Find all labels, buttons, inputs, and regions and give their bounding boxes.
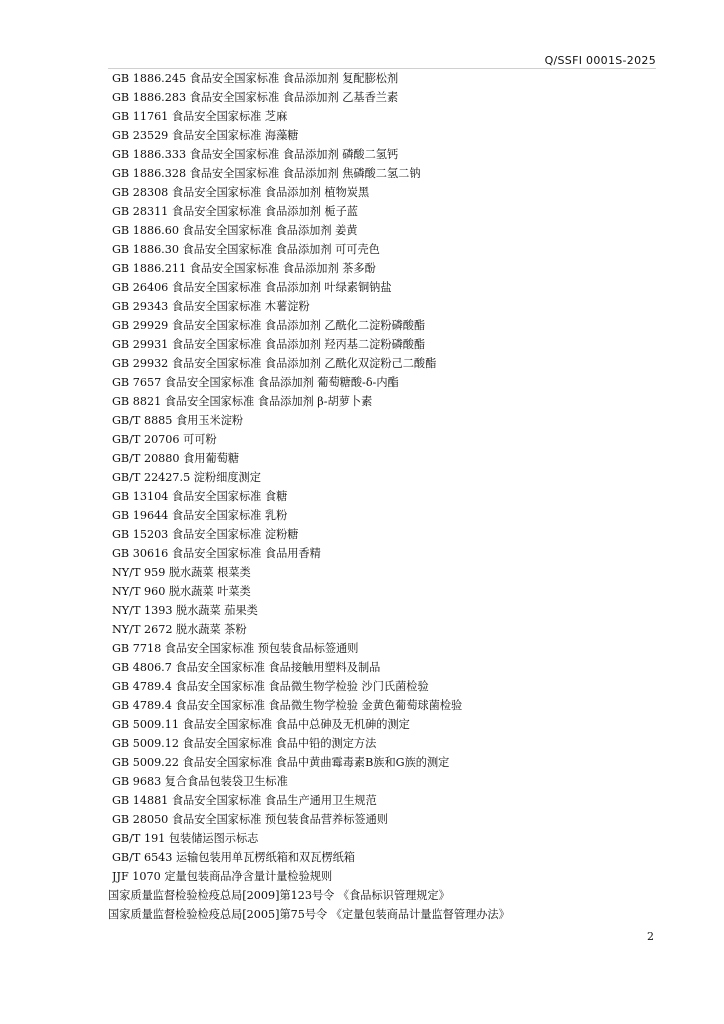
reference-item: GB 29932 食品安全国家标准 食品添加剂 乙酰化双淀粉己二酸酯 [112, 357, 437, 370]
reference-item: GB 14881 食品安全国家标准 食品生产通用卫生规范 [112, 794, 377, 807]
reference-item: GB 4806.7 食品安全国家标准 食品接触用塑料及制品 [112, 661, 381, 674]
reference-item: GB 1886.333 食品安全国家标准 食品添加剂 磷酸二氢钙 [112, 148, 399, 161]
reference-item: GB 30616 食品安全国家标准 食品用香精 [112, 547, 321, 560]
reference-item: GB 28311 食品安全国家标准 食品添加剂 栀子蓝 [112, 205, 358, 218]
reference-item: JJF 1070 定量包装商品净含量计量检验规则 [112, 870, 333, 883]
reference-item: GB 1886.60 食品安全国家标准 食品添加剂 姜黄 [112, 224, 358, 237]
reference-item: GB 1886.211 食品安全国家标准 食品添加剂 茶多酚 [112, 262, 376, 275]
reference-item: GB/T 22427.5 淀粉细度测定 [112, 471, 261, 484]
reference-standards-list [108, 69, 672, 924]
reference-item: GB 11761 食品安全国家标准 芝麻 [112, 110, 288, 123]
reference-item: GB/T 6543 运输包装用单瓦楞纸箱和双瓦楞纸箱 [112, 851, 355, 864]
reference-item: NY/T 2672 脱水蔬菜 茶粉 [112, 623, 247, 636]
reference-item: NY/T 959 脱水蔬菜 根菜类 [112, 566, 251, 579]
reference-item: GB 5009.12 食品安全国家标准 食品中铅的测定方法 [112, 737, 377, 750]
reference-item: GB 28050 食品安全国家标准 预包装食品营养标签通则 [112, 813, 388, 826]
reference-item: GB 5009.22 食品安全国家标准 食品中黄曲霉毒素B族和G族的测定 [112, 756, 450, 769]
reference-item: GB 23529 食品安全国家标准 海藻糖 [112, 129, 299, 142]
reference-item: GB 13104 食品安全国家标准 食糖 [112, 490, 288, 503]
regulation-item: 国家质量监督检验检疫总局[2005]第75号令 《定量包装商品计量监督管理办法》 [108, 908, 510, 921]
reference-item: NY/T 1393 脱水蔬菜 茄果类 [112, 604, 258, 617]
reference-item: GB/T 20880 食用葡萄糖 [112, 452, 240, 465]
reference-item: GB 28308 食品安全国家标准 食品添加剂 植物炭黑 [112, 186, 370, 199]
reference-item: GB/T 8885 食用玉米淀粉 [112, 414, 244, 427]
reference-item: GB 7657 食品安全国家标准 食品添加剂 葡萄糖酸-δ-内酯 [112, 376, 399, 389]
reference-item: GB 9683 复合食品包装袋卫生标准 [112, 775, 288, 788]
reference-item: GB 7718 食品安全国家标准 预包装食品标签通则 [112, 642, 359, 655]
reference-item: GB 4789.4 食品安全国家标准 食品微生物学检验 沙门氏菌检验 [112, 680, 429, 693]
reference-item: GB 15203 食品安全国家标准 淀粉糖 [112, 528, 299, 541]
reference-item: GB 5009.11 食品安全国家标准 食品中总砷及无机砷的测定 [112, 718, 410, 731]
reference-item: GB 1886.245 食品安全国家标准 食品添加剂 复配膨松剂 [112, 72, 399, 85]
reference-item: GB/T 20706 可可粉 [112, 433, 217, 446]
regulation-item: 国家质量监督检验检疫总局[2009]第123号令 《食品标识管理规定》 [108, 889, 450, 902]
reference-item: GB 19644 食品安全国家标准 乳粉 [112, 509, 288, 522]
reference-item: GB 29343 食品安全国家标准 木薯淀粉 [112, 300, 310, 313]
reference-item: GB 1886.328 食品安全国家标准 食品添加剂 焦磷酸二氢二钠 [112, 167, 421, 180]
reference-item: GB 4789.4 食品安全国家标准 食品微生物学检验 金黄色葡萄球菌检验 [112, 699, 463, 712]
reference-item: GB 29929 食品安全国家标准 食品添加剂 乙酰化二淀粉磷酸酯 [112, 319, 426, 332]
document-code: Q/SSFI 0001S-2025 [544, 54, 656, 67]
page-number: 2 [647, 930, 654, 943]
reference-item: GB 26406 食品安全国家标准 食品添加剂 叶绿素铜钠盐 [112, 281, 392, 294]
reference-item: NY/T 960 脱水蔬菜 叶菜类 [112, 585, 251, 598]
reference-item: GB 1886.283 食品安全国家标准 食品添加剂 乙基香兰素 [112, 91, 399, 104]
reference-item: GB 29931 食品安全国家标准 食品添加剂 羟丙基二淀粉磷酸酯 [112, 338, 426, 351]
reference-item: GB/T 191 包装储运图示标志 [112, 832, 259, 845]
reference-item: GB 1886.30 食品安全国家标准 食品添加剂 可可壳色 [112, 243, 380, 256]
reference-item: GB 8821 食品安全国家标准 食品添加剂 β-胡萝卜素 [112, 395, 373, 408]
